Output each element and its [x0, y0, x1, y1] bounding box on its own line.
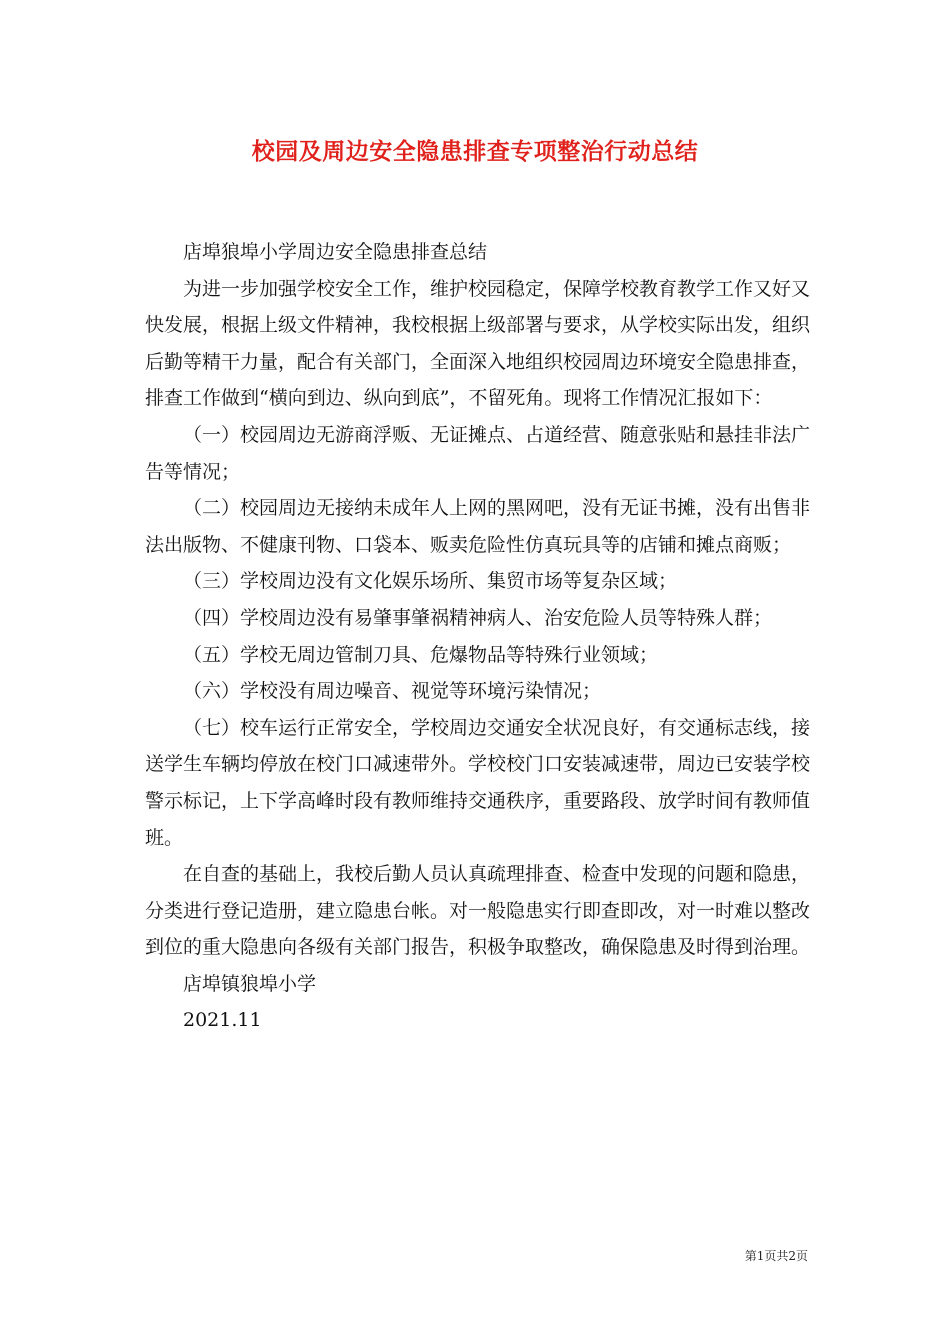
signature: 店埠镇狼埠小学 [183, 972, 317, 995]
paragraph-item-4: （四）学校周边没有易肇事肇祸精神病人、治安危险人员等特殊人群； [183, 606, 773, 629]
paragraph-conclusion: 在自查的基础上，我校后勤人员认真疏理排查、检查中发现的问题和隐患，分类进行登记造册，建立隐患台帐。对一般隐患实行即查即改，对一时难以整改到位的重大隐患向各级有关部门报告，积极争取整改，确保隐患及时得到治理。 [145, 863, 811, 959]
paragraph-item-3: （三）学校周边没有文化娱乐场所、集贸市场等复杂区域； [183, 570, 678, 593]
paragraph-item-6: （六）学校没有周边噪音、视觉等环境污染情况； [183, 680, 602, 703]
document-title: 校园及周边安全隐患排查专项整治行动总结 [251, 139, 699, 165]
document-subtitle: 店埠狼埠小学周边安全隐患排查总结 [183, 241, 488, 263]
paragraph-item-1: （一）校园周边无游商浮贩、无证摊点、占道经营、随意张贴和悬挂非法广告等情况； [145, 423, 811, 483]
paragraph-intro: 为进一步加强学校安全工作，维护校园稳定，保障学校教育教学工作又好又快发展，根据上级文件精神，我校根据上级部署与要求，从学校实际出发，组织后勤等精干力量，配合有关部门，全面深入地组织校园周边环境安全隐患排查，排查工作做到“横向到边、纵向到底”，不留死角。现将工作情况汇报如下： [145, 277, 811, 410]
document-date: 2021.11 [183, 1009, 262, 1032]
page-indicator: 第1页共2页 [744, 1249, 808, 1263]
paragraph-item-5: （五）学校无周边管制刀具、危爆物品等特殊行业领域； [183, 643, 659, 666]
paragraph-item-2: （二）校园周边无接纳未成年人上网的黑网吧，没有无证书摊，没有出售非法出版物、不健康刊物、口袋本、贩卖危险性仿真玩具等的店铺和摊点商贩； [145, 497, 811, 556]
document-body [145, 234, 810, 1039]
paragraph-item-7: （七）校车运行正常安全，学校周边交通安全状况良好，有交通标志线，接送学生车辆均停放在校门口减速带外。学校校门口安装减速带，周边已安装学校警示标记，上下学高峰时段有教师维持交通秩序，重要路段、放学时间有教师值班。 [145, 716, 811, 849]
